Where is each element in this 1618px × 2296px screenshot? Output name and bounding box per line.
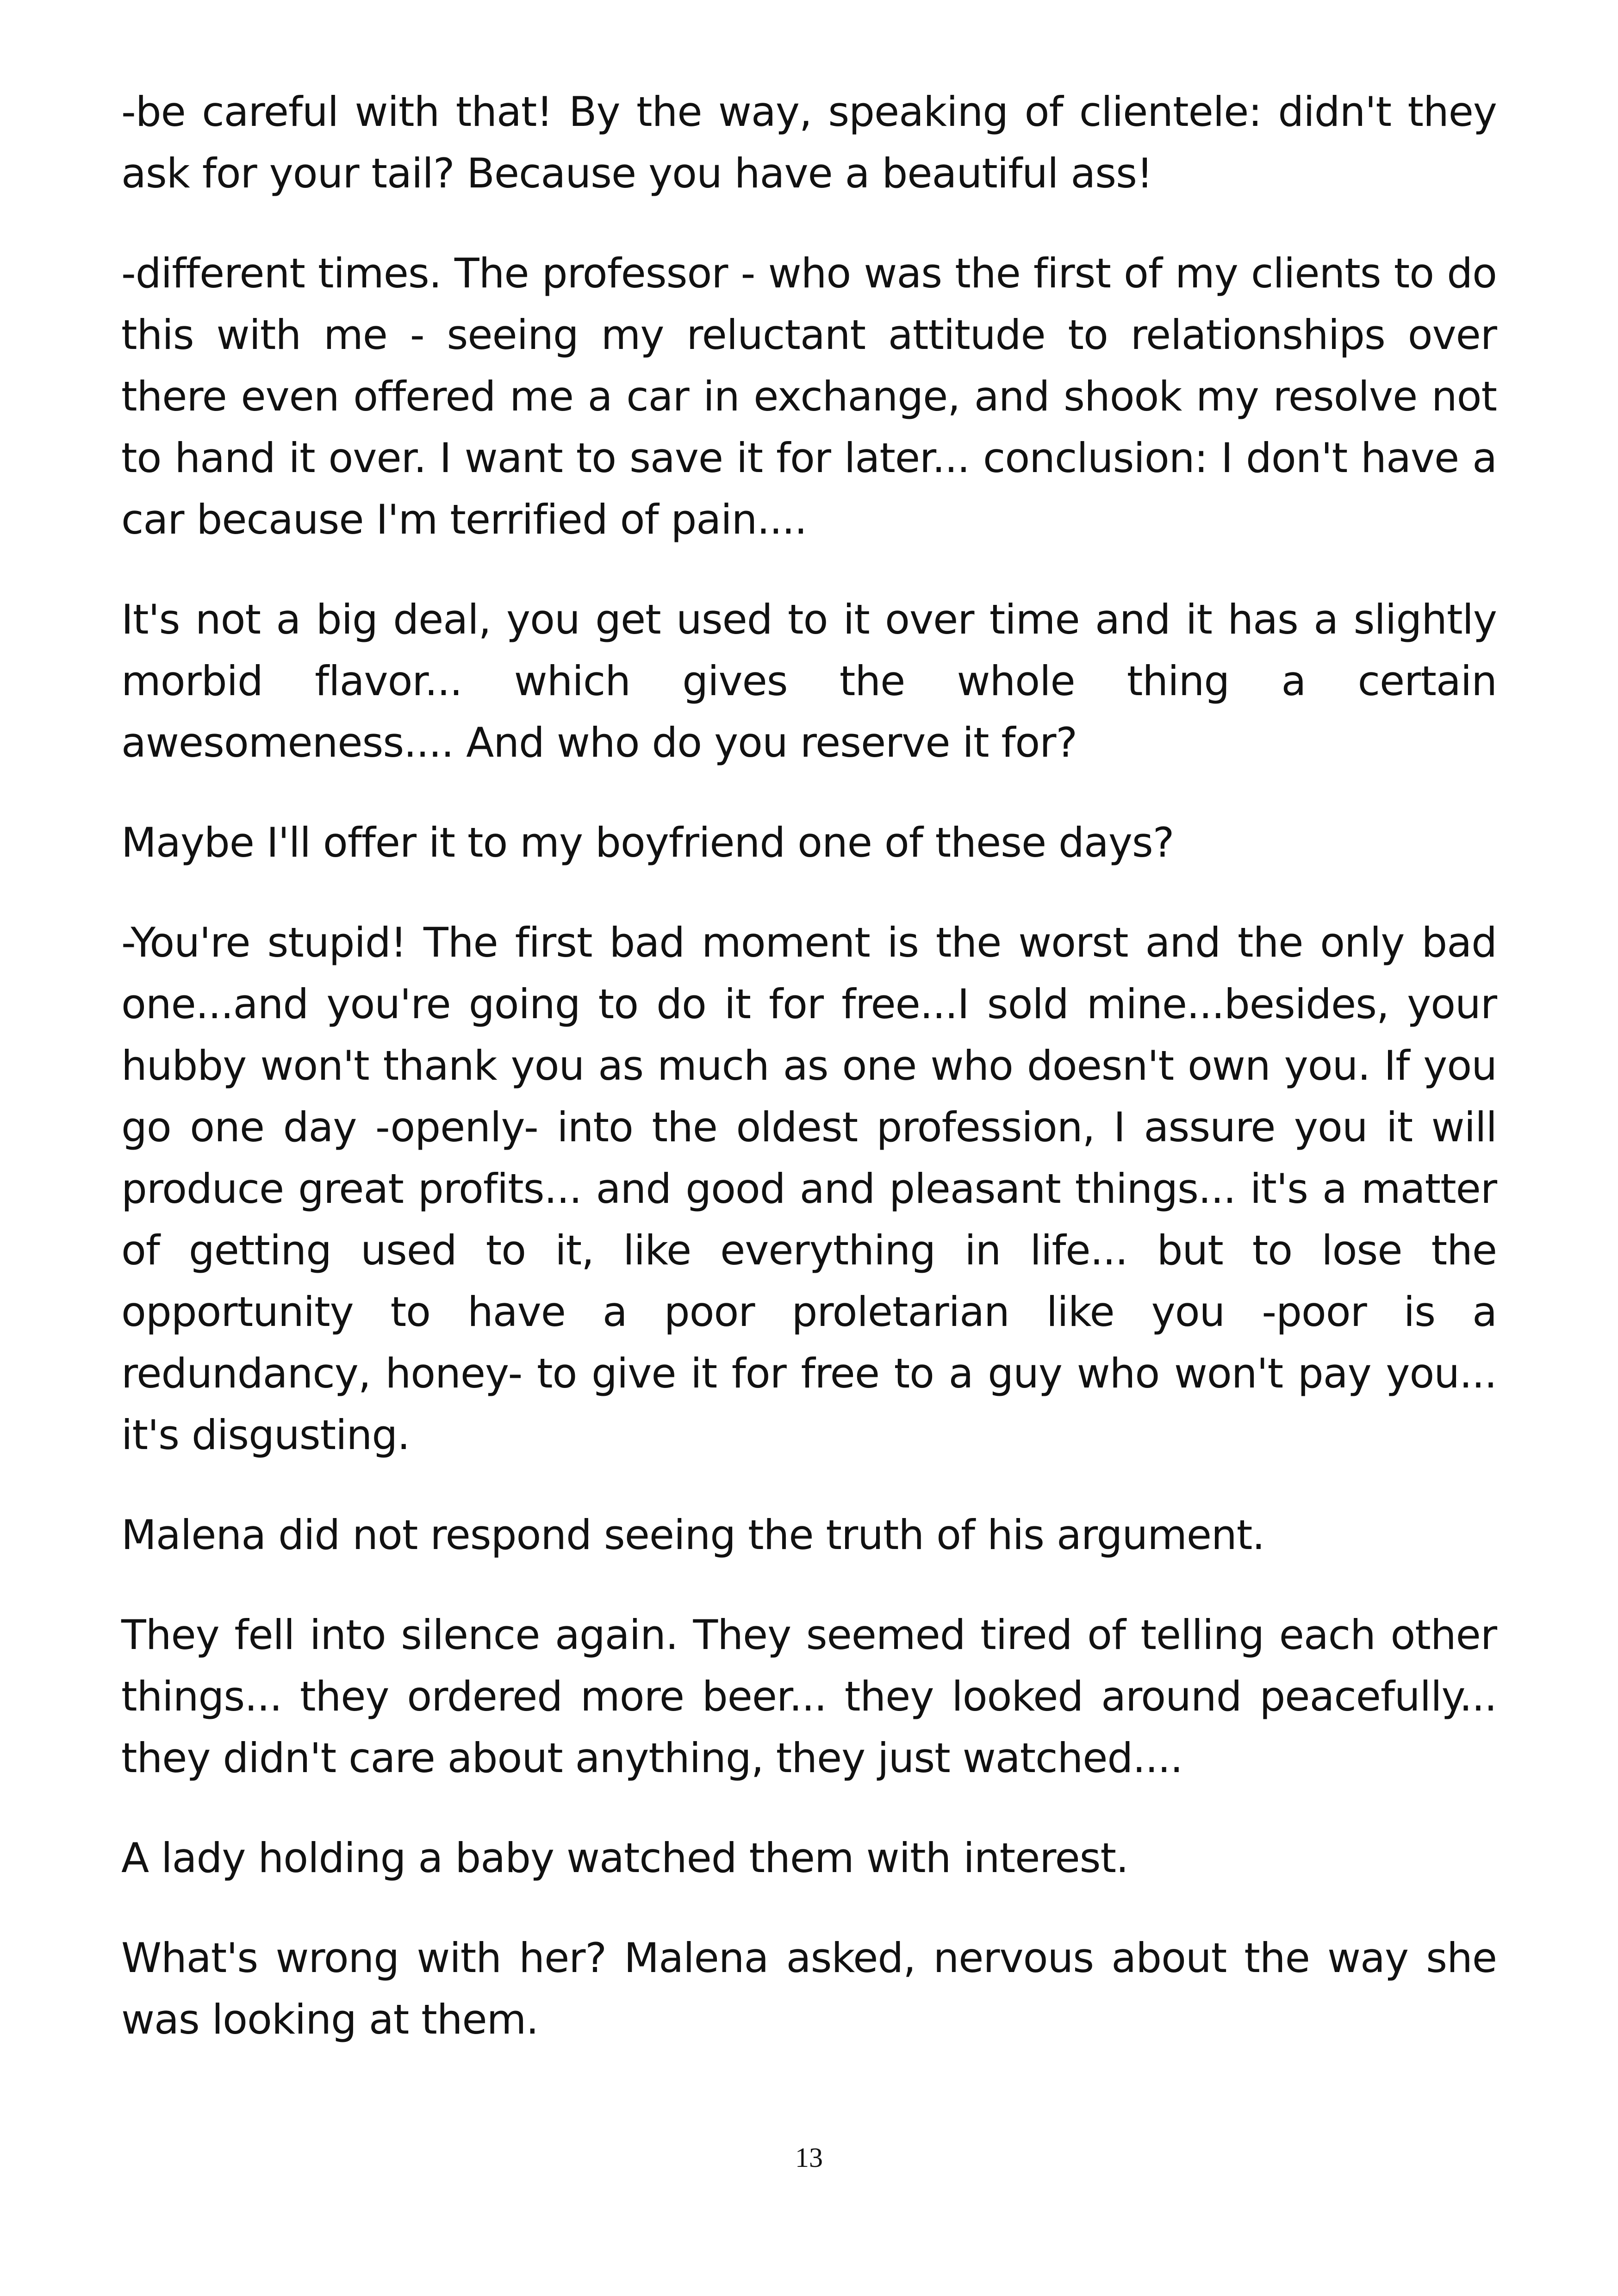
page-number: 13 <box>795 2142 823 2173</box>
paragraph: Maybe I'll offer it to my boyfriend one of these days? <box>121 819 1174 866</box>
paragraph: What's wrong with her? Malena asked, nervous about the way she was looking at them. <box>121 1934 1497 2043</box>
paragraph: -be careful with that! By the way, speaking of clientele: didn't they ask for your tail? Because you have a beautiful ass! <box>121 88 1497 197</box>
paragraph: Malena did not respond seeing the truth of his argument. <box>121 1511 1265 1559</box>
paragraph: A lady holding a baby watched them with interest. <box>121 1834 1128 1882</box>
paragraph: They fell into silence again. They seemed tired of telling each other things... they ordered more beer... they looked around peacefully... they didn't care about anything, they just watched.... <box>121 1611 1497 1782</box>
paragraph: -different times. The professor - who was the first of my clients to do this with me - seeing my reluctant attitude to relationships over there even offered me a car in exchange, and shook my resolve not to hand it over. I want to save it for later... conclusion: I don't have a car because I'm terrified of pain.... <box>121 249 1497 543</box>
paragraph: -You're stupid! The first bad moment is the worst and the only bad one...and you're going to do it for free...I sold mine...besides, your hubby won't thank you as much as one who doesn't own you. If you go one day -openly- into the oldest profession, I assure you it will produce great profits... and good and pleasant things... it's a matter of getting used to it, like everything in life... but to lose the opportunity to have a poor proletarian like you -poor is a redundancy, honey- to give it for free to a guy who won't pay you... it's disgusting. <box>121 919 1497 1459</box>
body-text <box>121 81 1497 2089</box>
paragraph: It's not a big deal, you get used to it over time and it has a slightly morbid flavor... which gives the whole thing a certain awesomeness.... And who do you reserve it for? <box>121 596 1497 766</box>
